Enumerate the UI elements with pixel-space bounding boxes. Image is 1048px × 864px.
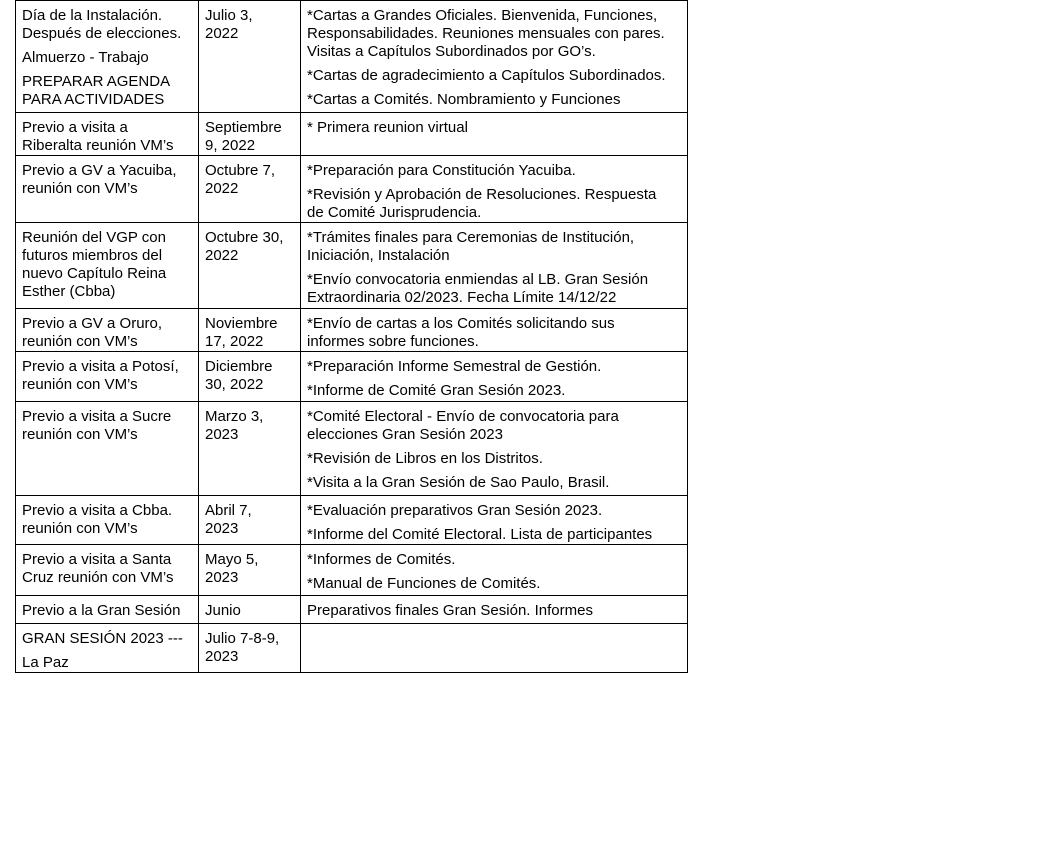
event-cell (16, 596, 199, 624)
event-cell (16, 1, 199, 113)
event-cell (16, 352, 199, 402)
date-text: 2022 (205, 247, 239, 264)
date-cell (199, 352, 301, 402)
tasks-cell (301, 596, 688, 624)
task-text: elecciones Gran Sesión 2023 (307, 426, 503, 443)
event-text: Previo a visita a (22, 119, 128, 136)
task-text: informes sobre funciones. (307, 333, 479, 350)
event-cell (16, 223, 199, 309)
table-row (16, 596, 688, 624)
date-text: Diciembre (205, 358, 273, 375)
tasks-cell (301, 545, 688, 596)
tasks-cell (301, 1, 688, 113)
table-row (16, 352, 688, 402)
tasks-cell (301, 156, 688, 223)
task-text: *Cartas de agradecimiento a Capítulos Subordinados. (307, 67, 666, 84)
table-row (16, 545, 688, 596)
task-text: *Trámites finales para Ceremonias de Institución, (307, 229, 635, 246)
table-row (16, 624, 688, 673)
event-text: Después de elecciones. (22, 25, 182, 42)
task-text: *Informe de Comité Gran Sesión 2023. (307, 382, 566, 399)
date-text: 30, 2022 (205, 376, 264, 393)
date-text: Octubre 30, (205, 229, 284, 246)
table-row (16, 402, 688, 496)
date-cell (199, 1, 301, 113)
task-item (307, 575, 681, 593)
task-text: *Preparación para Constitución Yacuiba. (307, 162, 576, 179)
table-row (16, 1, 688, 113)
task-text: * Primera reunion virtual (307, 119, 468, 136)
task-item (307, 119, 681, 137)
task-item (307, 526, 681, 544)
task-item (307, 408, 681, 444)
task-text: *Revisión y Aprobación de Resoluciones. Respuesta (307, 186, 657, 203)
task-text: Visitas a Capítulos Subordinados por GO’s. (307, 43, 596, 60)
date-text: 2023 (205, 648, 239, 665)
event-cell (16, 113, 199, 156)
task-item (307, 162, 681, 180)
date-cell (199, 309, 301, 352)
event-cell (16, 309, 199, 352)
date-cell (199, 156, 301, 223)
event-text: reunión con VM’s (22, 376, 138, 393)
event-text: Previo a visita a Sucre (22, 408, 172, 425)
table-row (16, 223, 688, 309)
event-text: Día de la Instalación. (22, 7, 163, 24)
date-text: 2022 (205, 25, 239, 42)
task-text: *Informes de Comités. (307, 551, 456, 568)
date-cell (199, 496, 301, 545)
task-item (307, 7, 681, 61)
event-text: futuros miembros del (22, 247, 163, 264)
task-text: *Preparación Informe Semestral de Gestión. (307, 358, 602, 375)
task-text: Responsabilidades. Reuniones mensuales con pares. (307, 25, 665, 42)
date-cell (199, 402, 301, 496)
table-row (16, 113, 688, 156)
event-text: Previo a visita a Cbba. (22, 502, 173, 519)
event-text: PREPARAR AGENDA (22, 73, 171, 90)
event-text: Previo a GV a Yacuiba, (22, 162, 177, 179)
task-text: *Cartas a Grandes Oficiales. Bienvenida, Funciones, (307, 7, 658, 24)
date-text: 2023 (205, 569, 239, 586)
date-text: 17, 2022 (205, 333, 264, 350)
task-item (307, 91, 681, 109)
event-text: PARA ACTIVIDADES (22, 91, 165, 108)
event-text: reunión con VM’s (22, 520, 138, 537)
task-text: de Comité Jurisprudencia. (307, 204, 482, 221)
event-text: Previo a visita a Santa (22, 551, 172, 568)
event-cell (16, 156, 199, 223)
date-text: Abril 7, (205, 502, 252, 519)
task-item (307, 271, 681, 307)
event-cell (16, 402, 199, 496)
event-text: Previo a visita a Potosí, (22, 358, 179, 375)
date-text: Junio (205, 602, 241, 619)
table-row (16, 496, 688, 545)
date-cell (199, 624, 301, 673)
task-text: Extraordinaria 02/2023. Fecha Límite 14/12/22 (307, 289, 617, 306)
date-cell (199, 223, 301, 309)
event-text: Previo a GV a Oruro, (22, 315, 163, 332)
task-item (307, 382, 681, 400)
task-text: *Envío convocatoria enmiendas al LB. Gran Sesión (307, 271, 649, 288)
task-text: *Visita a la Gran Sesión de Sao Paulo, Brasil. (307, 474, 610, 491)
task-item (307, 186, 681, 222)
task-item (307, 358, 681, 376)
event-cell (16, 496, 199, 545)
task-text: *Cartas a Comités. Nombramiento y Funciones (307, 91, 621, 108)
event-text: Cruz reunión con VM’s (22, 569, 174, 586)
tasks-cell (301, 309, 688, 352)
table-row (16, 156, 688, 223)
tasks-cell (301, 352, 688, 402)
date-cell (199, 545, 301, 596)
tasks-cell (301, 496, 688, 545)
date-text: 2022 (205, 180, 239, 197)
task-item (307, 551, 681, 569)
date-text: Mayo 5, (205, 551, 259, 568)
schedule-table (15, 0, 688, 673)
event-text: Reunión del VGP con (22, 229, 166, 246)
date-text: Julio 3, (205, 7, 253, 24)
event-text: Almuerzo - Trabajo (22, 49, 149, 66)
task-item (307, 67, 681, 85)
event-text: reunión con VM’s (22, 426, 138, 443)
task-item (307, 229, 681, 265)
task-text: *Envío de cartas a los Comités solicitando sus (307, 315, 615, 332)
task-item (307, 602, 681, 620)
event-text: GRAN SESIÓN 2023 --- (22, 630, 183, 647)
schedule-body (16, 1, 688, 673)
date-text: 2023 (205, 426, 239, 443)
event-text: nuevo Capítulo Reina (22, 265, 167, 282)
task-text: *Informe del Comité Electoral. Lista de participantes (307, 526, 653, 543)
event-cell (16, 624, 199, 673)
event-text: Riberalta reunión VM’s (22, 137, 174, 154)
task-item (307, 450, 681, 468)
date-text: Septiembre (205, 119, 282, 136)
date-cell (199, 596, 301, 624)
task-text: *Revisión de Libros en los Distritos. (307, 450, 543, 467)
task-text: Iniciación, Instalación (307, 247, 450, 264)
event-text: Previo a la Gran Sesión (22, 602, 181, 619)
date-cell (199, 113, 301, 156)
date-text: Marzo 3, (205, 408, 264, 425)
event-cell (16, 545, 199, 596)
task-item (307, 502, 681, 520)
task-text: Preparativos finales Gran Sesión. Informes (307, 602, 593, 619)
date-text: 2023 (205, 520, 239, 537)
tasks-cell (301, 223, 688, 309)
date-text: Julio 7-8-9, (205, 630, 280, 647)
tasks-cell (301, 624, 688, 673)
task-text: *Comité Electoral - Envío de convocatoria para (307, 408, 619, 425)
date-text: 9, 2022 (205, 137, 256, 154)
table-row (16, 309, 688, 352)
task-item (307, 315, 681, 351)
task-item (307, 474, 681, 492)
tasks-cell (301, 113, 688, 156)
event-text: Esther (Cbba) (22, 283, 116, 300)
event-text: La Paz (22, 654, 69, 671)
tasks-cell (301, 402, 688, 496)
date-text: Noviembre (205, 315, 278, 332)
event-text: reunión con VM’s (22, 180, 138, 197)
event-text: reunión con VM’s (22, 333, 138, 350)
task-text: *Evaluación preparativos Gran Sesión 2023. (307, 502, 603, 519)
task-text: *Manual de Funciones de Comités. (307, 575, 541, 592)
date-text: Octubre 7, (205, 162, 276, 179)
